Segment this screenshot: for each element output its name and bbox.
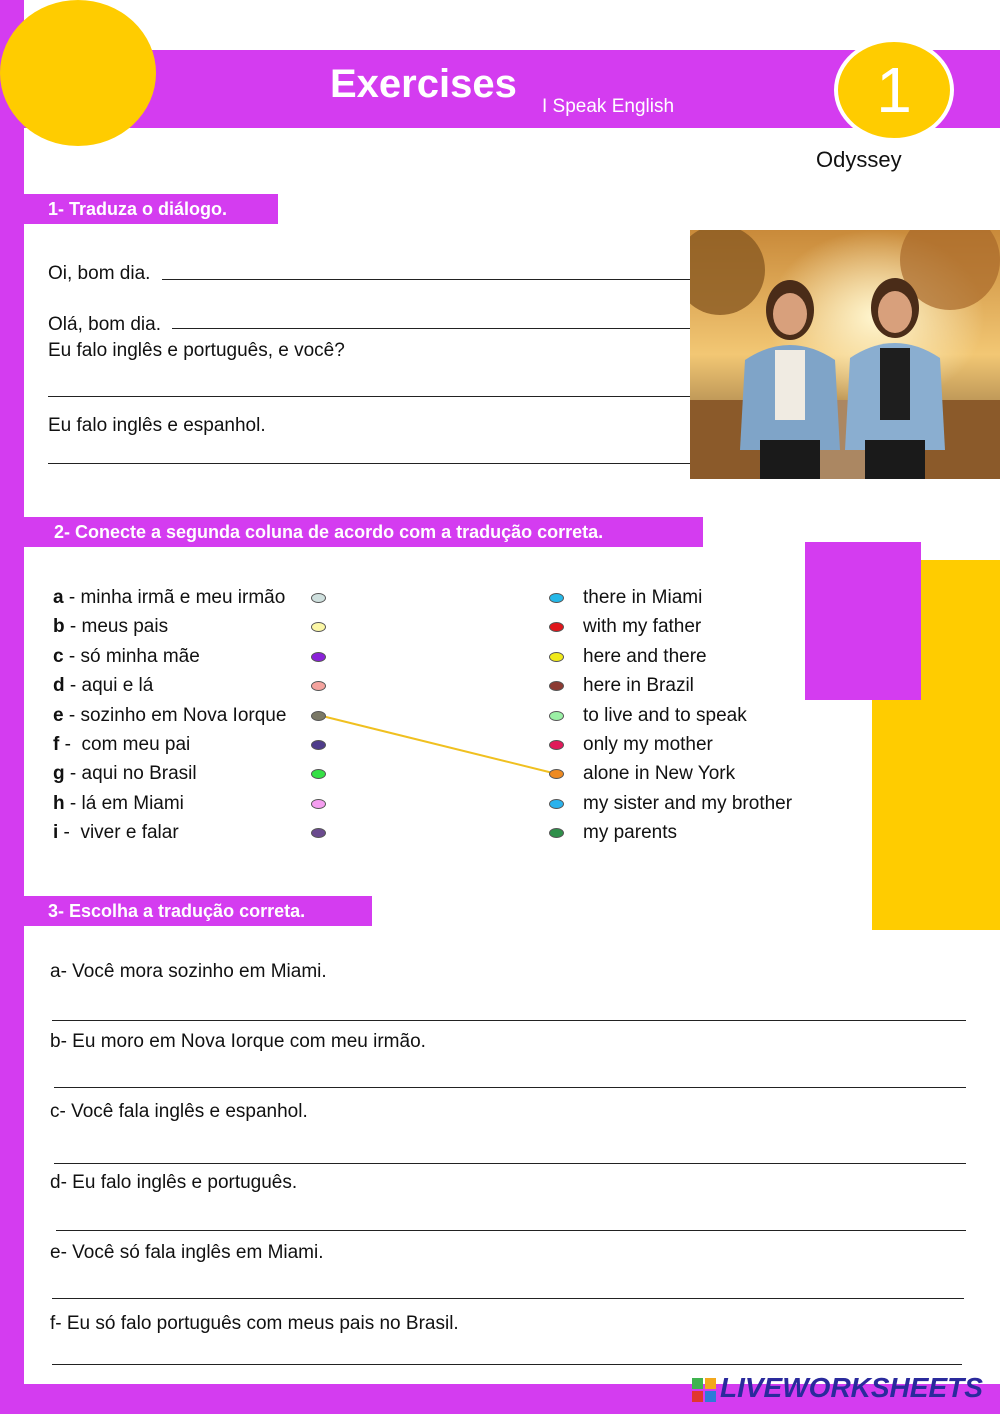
left-item-text: lá em Miami <box>81 792 184 814</box>
left-item <box>53 734 190 756</box>
left-item <box>53 793 184 815</box>
right-connector-dot[interactable] <box>549 652 564 662</box>
left-item-separator: - <box>64 675 82 697</box>
answer-line-b[interactable] <box>54 1087 966 1088</box>
liveworksheets-logo-text: LIVEWORKSHEETS <box>720 1372 983 1403</box>
badge-number: 1 <box>876 54 912 126</box>
dialog-line-3: Eu falo inglês e português, e você? <box>48 340 345 361</box>
answer-line-d[interactable] <box>56 1230 966 1231</box>
dialog-line-4: Eu falo inglês e espanhol. <box>48 415 266 436</box>
right-connector-dot[interactable] <box>549 711 564 721</box>
right-item-text: here and there <box>583 645 707 667</box>
left-item-separator: - <box>63 587 81 608</box>
left-item-letter: e <box>53 704 64 726</box>
answer-line-1[interactable] <box>162 279 690 280</box>
left-item-separator: - <box>63 704 81 726</box>
left-item <box>53 646 200 668</box>
photo-two-girls <box>690 230 1000 479</box>
left-item-text: só minha mãe <box>80 645 200 667</box>
left-item-letter: h <box>53 792 65 814</box>
left-item-separator: - <box>59 734 82 755</box>
left-item-letter: d <box>53 675 65 697</box>
right-connector-dot[interactable] <box>549 828 564 838</box>
left-item <box>53 675 153 697</box>
right-connector-dot[interactable] <box>549 740 564 750</box>
left-item-separator: - <box>64 792 82 814</box>
left-connector-dot[interactable] <box>311 622 326 632</box>
left-item-text: meus pais <box>81 616 169 638</box>
right-item-text: there in Miami <box>583 587 703 608</box>
left-item-letter: a <box>53 587 64 608</box>
answer-line-f[interactable] <box>52 1364 962 1365</box>
left-item-text: minha irmã e meu irmão <box>80 587 286 608</box>
left-item-text: com meu pai <box>81 734 191 755</box>
match-line-e <box>318 715 557 774</box>
answer-line-e[interactable] <box>52 1298 964 1299</box>
right-connector-dot[interactable] <box>549 681 564 691</box>
question-d: d- Eu falo inglês e português. <box>50 1172 298 1193</box>
left-item-letter: i <box>53 822 59 844</box>
right-connector-dot[interactable] <box>549 769 564 779</box>
left-connector-dot[interactable] <box>311 652 326 662</box>
question-f: f- Eu só falo português com meus pais no Brasil. <box>50 1313 459 1334</box>
right-item-text: only my mother <box>583 734 713 755</box>
left-connector-dot[interactable] <box>311 828 326 838</box>
question-a: a- Você mora sozinho em Miami. <box>50 961 327 982</box>
left-item <box>53 616 168 638</box>
brand-label: Odyssey <box>816 147 902 172</box>
left-item-text: viver e falar <box>80 822 179 844</box>
left-item <box>53 763 197 785</box>
left-item <box>53 587 285 609</box>
left-item <box>53 822 179 844</box>
left-item-separator: - <box>63 645 81 667</box>
left-item-separator: - <box>64 763 82 785</box>
decorative-yellow-circle <box>0 0 156 146</box>
page-subtitle: I Speak English <box>542 96 675 117</box>
answer-line-a[interactable] <box>52 1020 966 1021</box>
left-connector-dot[interactable] <box>311 740 326 750</box>
left-item-text: aqui no Brasil <box>81 763 197 785</box>
left-item-text: aqui e lá <box>81 675 154 697</box>
right-connector-dot[interactable] <box>549 593 564 603</box>
right-item-text: my sister and my brother <box>583 792 793 814</box>
page-title: Exercises <box>330 62 517 106</box>
left-connector-dot[interactable] <box>311 711 326 721</box>
unit-badge <box>834 38 954 142</box>
section1-heading: 1- Traduza o diálogo. <box>24 194 278 224</box>
left-item-letter: b <box>53 616 65 638</box>
left-connector-dot[interactable] <box>311 799 326 809</box>
left-connector-dot[interactable] <box>311 681 326 691</box>
question-b: b- Eu moro em Nova Iorque com meu irmão. <box>50 1031 426 1052</box>
answer-line-3[interactable] <box>48 396 690 397</box>
dialog-line-1: Oi, bom dia. <box>48 263 151 284</box>
left-item-letter: f <box>53 734 60 755</box>
right-connector-dot[interactable] <box>549 799 564 809</box>
left-item-letter: g <box>53 763 65 785</box>
section3-heading: 3- Escolha a tradução correta. <box>24 896 372 926</box>
right-item-text: here in Brazil <box>583 675 694 697</box>
left-border-bar <box>0 0 24 1414</box>
right-item-text: alone in New York <box>583 763 736 785</box>
decorative-purple-block <box>805 542 921 700</box>
right-item-text: my parents <box>583 822 677 844</box>
left-item-separator: - <box>58 822 81 844</box>
right-item-text: with my father <box>583 616 702 638</box>
answer-line-4[interactable] <box>48 463 690 464</box>
question-e: e- Você só fala inglês em Miami. <box>50 1242 324 1263</box>
left-item-text: sozinho em Nova Iorque <box>80 704 287 726</box>
left-item-separator: - <box>64 616 82 638</box>
liveworksheets-logo-icon <box>692 1378 716 1402</box>
left-item-letter: c <box>53 645 64 667</box>
right-item-text: to live and to speak <box>583 704 747 726</box>
section2-heading: 2- Conecte a segunda coluna de acordo com a tradução correta. <box>24 517 703 547</box>
right-connector-dot[interactable] <box>549 622 564 632</box>
dialog-line-2: Olá, bom dia. <box>48 314 161 335</box>
left-connector-dot[interactable] <box>311 593 326 603</box>
answer-line-2[interactable] <box>172 328 690 329</box>
question-c: c- Você fala inglês e espanhol. <box>50 1101 308 1122</box>
answer-line-c[interactable] <box>54 1163 966 1164</box>
left-item <box>53 705 286 727</box>
left-connector-dot[interactable] <box>311 769 326 779</box>
